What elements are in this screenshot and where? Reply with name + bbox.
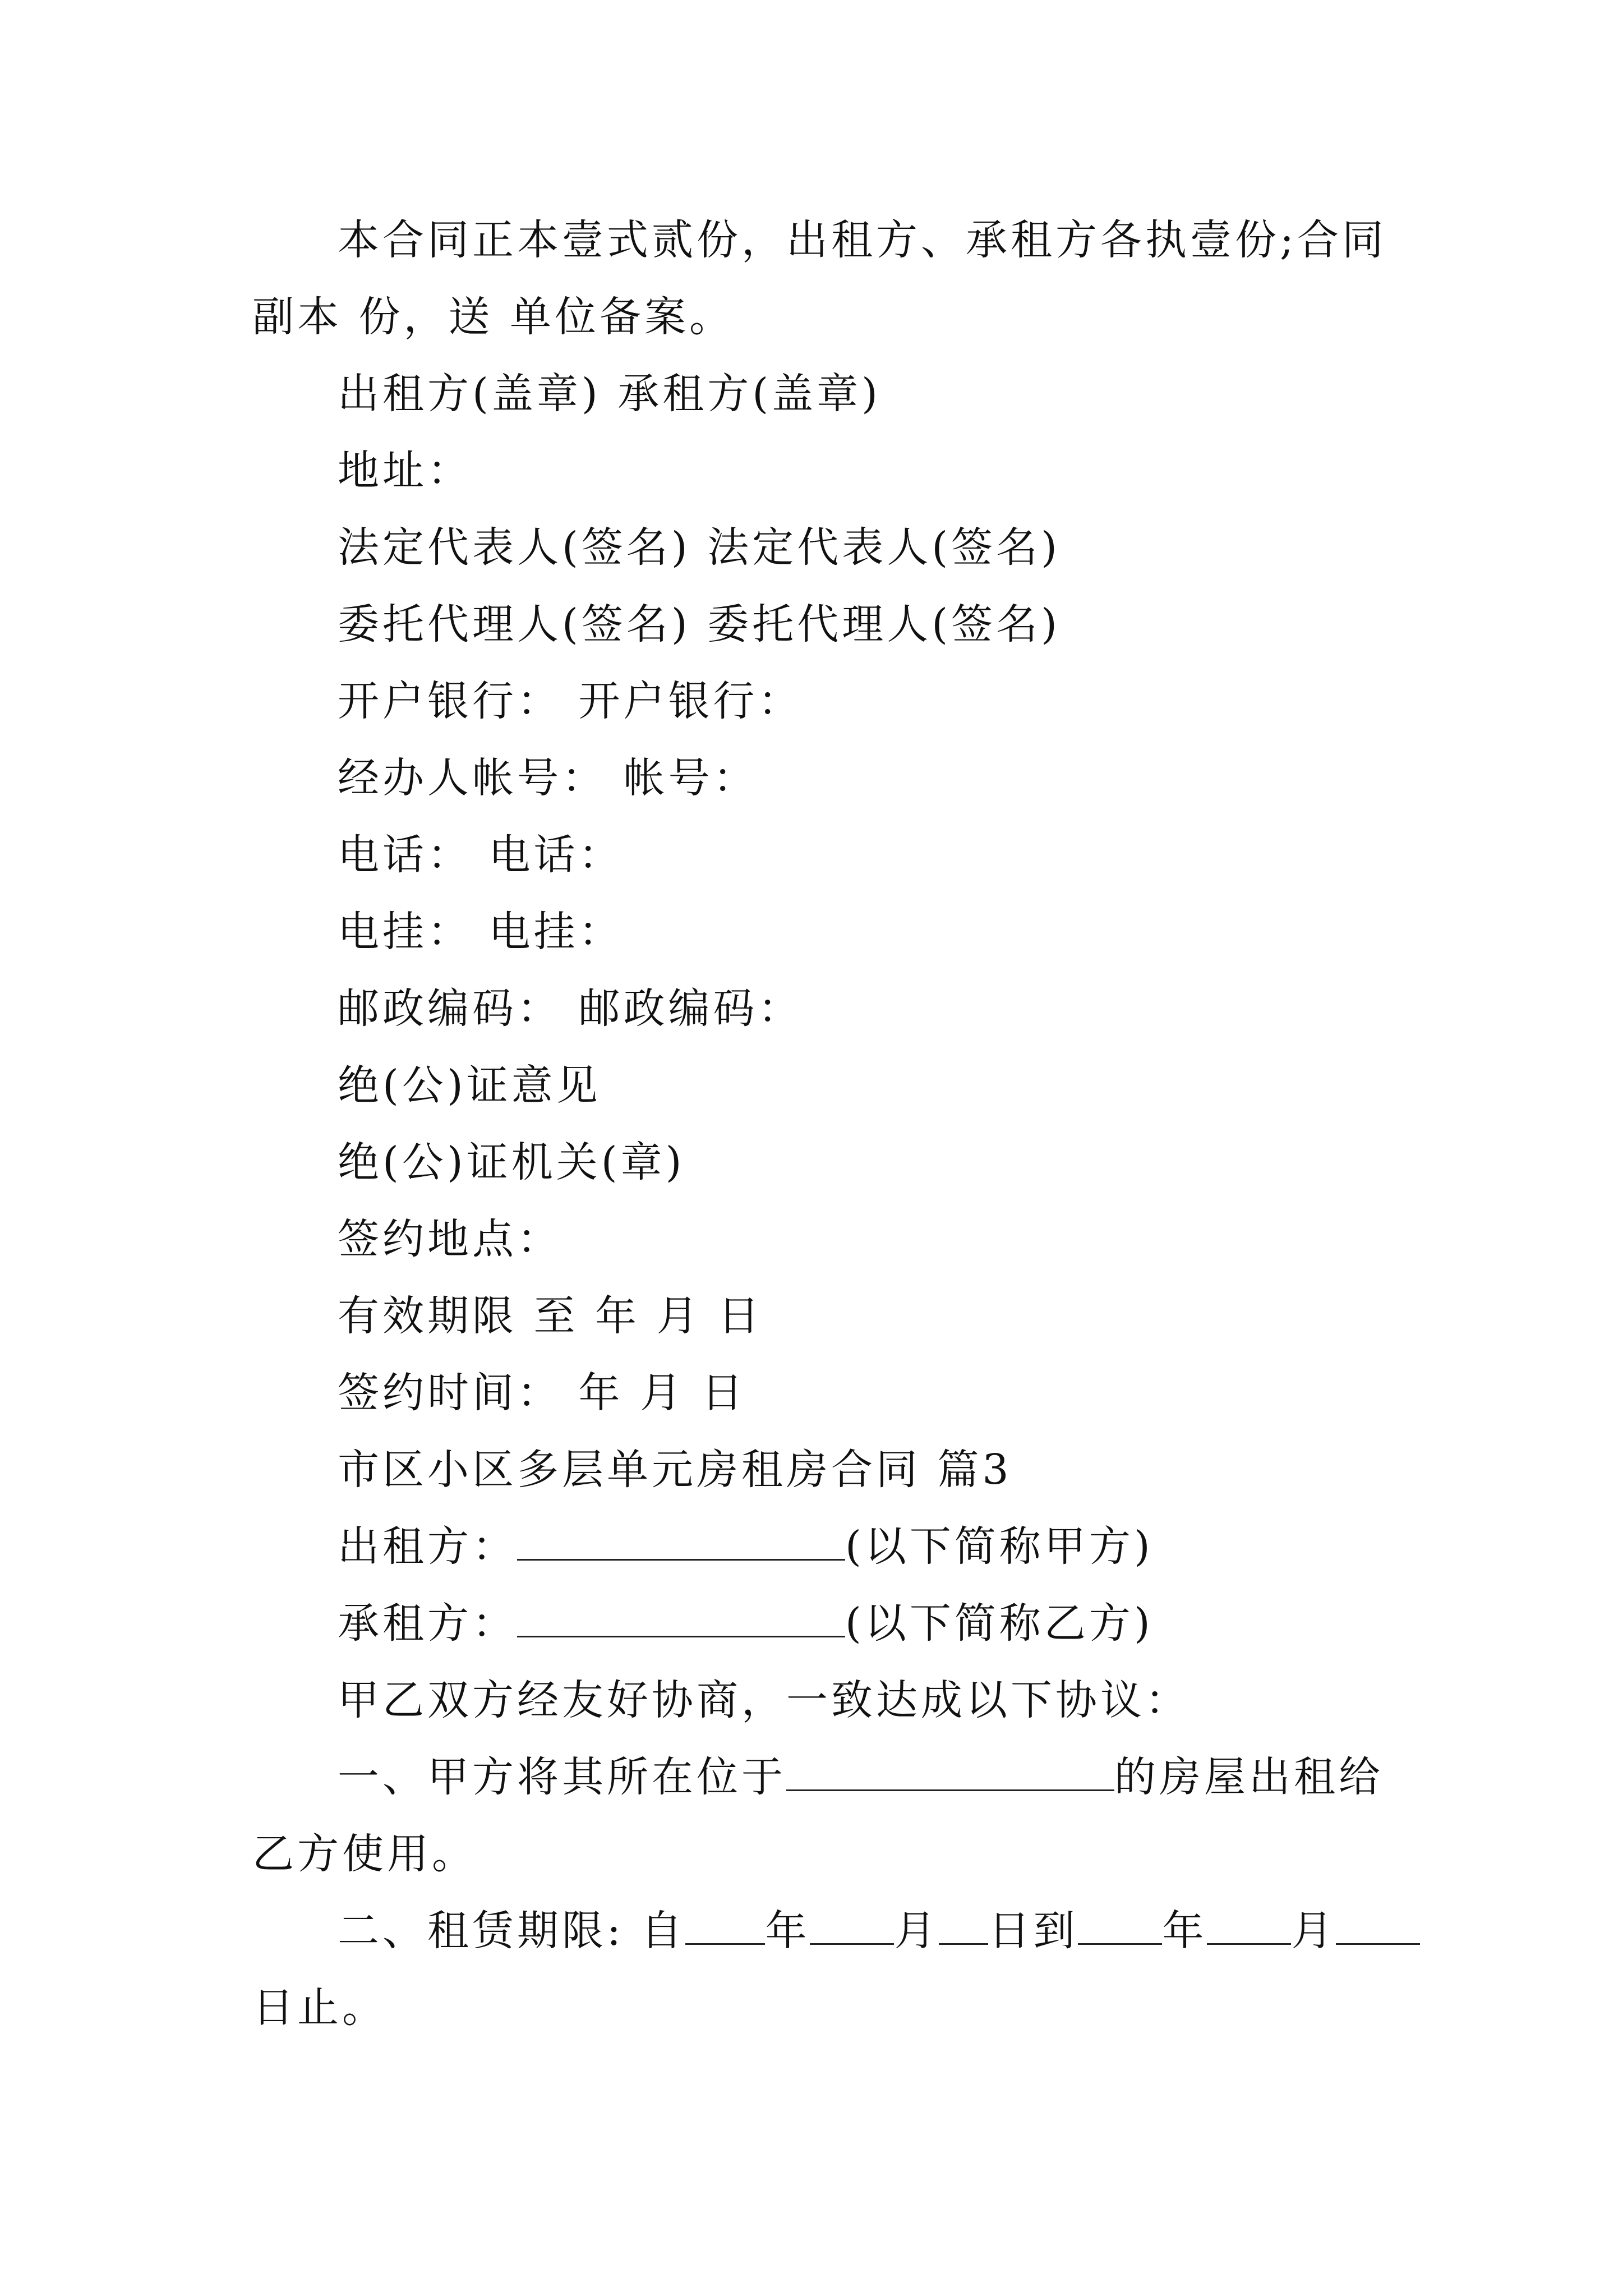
lessee-blank (517, 1596, 845, 1637)
bank-line: 开户银行： 开户银行： (338, 677, 803, 725)
end-day-blank (1336, 1904, 1420, 1945)
end-year-label: 年 (1162, 1907, 1207, 1955)
end-month-blank (1207, 1904, 1291, 1945)
clause-1-prefix: 一、甲方将其所在位于 (338, 1753, 786, 1801)
start-year-blank (685, 1904, 765, 1945)
postal-code-line: 邮政编码： 邮政编码： (338, 984, 803, 1033)
start-month-label: 月 (894, 1907, 939, 1955)
lessor-note: (以下简称甲方) (845, 1522, 1154, 1571)
signing-place-line: 签约地点： (338, 1215, 562, 1263)
signing-time-line: 签约时间： 年 月 日 (338, 1369, 746, 1417)
start-month-blank (810, 1904, 894, 1945)
phone-line: 电话： 电话： (338, 831, 624, 879)
lessee-label: 承租方： (338, 1599, 517, 1648)
property-location-blank (786, 1750, 1114, 1791)
lessor-blank (517, 1520, 845, 1561)
paragraph-copies-line-1: 本合同正本壹式贰份，出租方、承租方各执壹份;合同 (338, 216, 1387, 264)
legal-representative-line: 法定代表人(签名) 法定代表人(签名) (338, 523, 1061, 572)
clause-2-prefix: 二、租赁期限: 自 (338, 1907, 686, 1955)
clause-1-line-1 (252, 1739, 1385, 1816)
lessor-label: 出租方： (338, 1522, 517, 1571)
lessee-note: (以下简称乙方) (845, 1599, 1154, 1648)
agent-line: 委托代理人(签名) 委托代理人(签名) (338, 600, 1061, 648)
telegraph-line: 电挂： 电挂： (338, 908, 624, 956)
notary-office-line: 绝(公)证机关(章) (338, 1138, 685, 1186)
section-title: 市区小区多层单元房租房合同 篇3 (338, 1446, 1012, 1494)
validity-period-line: 有效期限 至 年 月 日 (338, 1292, 763, 1340)
end-year-blank (1078, 1904, 1162, 1945)
address-line: 地址： (338, 447, 472, 495)
end-month-label: 月 (1291, 1907, 1336, 1955)
lessee-line (252, 1585, 1385, 1662)
contract-text (252, 202, 1385, 2046)
start-day-blank (939, 1904, 988, 1945)
paragraph-copies-line-2: 副本 份，送 单位备案。 (252, 293, 735, 341)
start-day-label: 日到 (988, 1907, 1078, 1955)
clause-1-line-2: 乙方使用。 (252, 1830, 477, 1878)
agreement-intro-line: 甲乙双方经友好协商，一致达成以下协议： (338, 1676, 1190, 1724)
account-line: 经办人帐号： 帐号： (338, 754, 758, 802)
start-year-label: 年 (765, 1907, 810, 1955)
notary-opinion-line: 绝(公)证意见 (338, 1061, 601, 1110)
clause-2-line-2: 日止。 (252, 1984, 387, 2032)
lessor-line (252, 1508, 1385, 1585)
seal-line: 出租方(盖章) 承租方(盖章) (338, 370, 882, 418)
clause-2-line-1 (252, 1893, 1385, 1970)
clause-1-suffix: 的房屋出租给 (1114, 1753, 1384, 1801)
